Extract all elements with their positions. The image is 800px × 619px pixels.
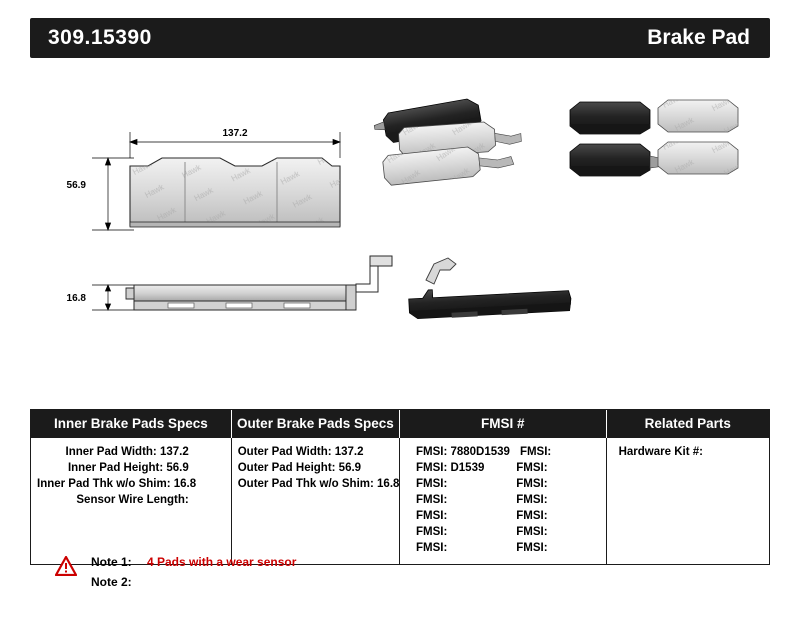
specs-table-header: [31, 410, 769, 438]
page-title: Brake Pad: [647, 26, 750, 49]
fmsi-right-value: FMSI:: [516, 478, 548, 490]
fmsi-left-value: FMSI: 7880D1539: [415, 446, 510, 458]
fmsi-left-value: FMSI:: [415, 542, 448, 554]
fmsi-right-value: FMSI:: [516, 494, 548, 506]
fmsi-row: [406, 492, 600, 508]
column-header-fmsi: FMSI #: [400, 410, 607, 438]
dimension-height: [92, 158, 134, 230]
pad-photo-group-b: [570, 100, 738, 176]
outer-specs-cell: [232, 438, 400, 564]
specs-table: [30, 409, 770, 565]
fmsi-row: [406, 460, 600, 476]
fmsi-left-value: FMSI:: [415, 510, 448, 522]
column-header-related-parts: Related Parts: [644, 416, 731, 431]
fmsi-row: [406, 476, 600, 492]
notes-section: [55, 552, 555, 592]
warning-icon: [55, 556, 77, 576]
pad-side-view: [126, 256, 392, 310]
fmsi-right-value: FMSI:: [516, 526, 548, 538]
fmsi-right-value: FMSI:: [516, 542, 548, 554]
column-header-outer-specs: Outer Brake Pads Specs: [232, 410, 400, 438]
dimension-height-label: 56.9: [66, 180, 86, 191]
pad-photo-sensor: [408, 258, 571, 320]
inner-spec-line: Sensor Wire Length:: [76, 494, 189, 506]
fmsi-left-value: FMSI: D1539: [415, 462, 485, 474]
outer-spec-line: Outer Pad Thk w/o Shim: 16.8: [237, 478, 400, 490]
fmsi-left-value: FMSI:: [415, 494, 448, 506]
fmsi-row: [406, 508, 600, 524]
fmsi-right-value: FMSI:: [519, 446, 552, 458]
inner-specs-cell: [31, 438, 232, 564]
page-header: [30, 18, 770, 58]
fmsi-row: [406, 524, 600, 540]
outer-spec-line: Outer Pad Height: 56.9: [237, 462, 362, 474]
outer-spec-line: Outer Pad Width: 137.2: [237, 446, 364, 458]
fmsi-right-value: FMSI:: [516, 462, 548, 474]
part-number: 309.15390: [48, 26, 152, 49]
specs-table-body: [31, 438, 769, 564]
note-1-row: [55, 552, 555, 572]
dimension-thickness-label: 16.8: [66, 293, 86, 304]
dimension-width-label: 137.2: [222, 128, 248, 139]
fmsi-left-value: FMSI:: [415, 478, 448, 490]
product-drawing: [30, 70, 770, 380]
fmsi-right-value: FMSI:: [516, 510, 548, 522]
pad-front-view: [130, 158, 340, 227]
note-2-label: Note 2:: [91, 575, 132, 589]
inner-spec-line: Inner Pad Height: 56.9: [67, 462, 189, 474]
note-1-label: Note 1:: [91, 555, 132, 569]
note-1-text: 4 Pads with a wear sensor: [147, 555, 297, 569]
note-2-row: [55, 572, 555, 592]
pad-photo-group-a: [372, 97, 521, 186]
related-parts-cell: [607, 438, 769, 564]
inner-spec-line: Inner Pad Width: 137.2: [65, 446, 189, 458]
fmsi-row: [406, 444, 600, 460]
fmsi-cell: [400, 438, 607, 564]
hardware-kit-line: Hardware Kit #:: [618, 446, 703, 458]
fmsi-left-value: FMSI:: [415, 526, 448, 538]
column-header-inner-specs: Inner Brake Pads Specs: [31, 410, 232, 438]
inner-spec-line: Inner Pad Thk w/o Shim: 16.8: [37, 478, 197, 490]
